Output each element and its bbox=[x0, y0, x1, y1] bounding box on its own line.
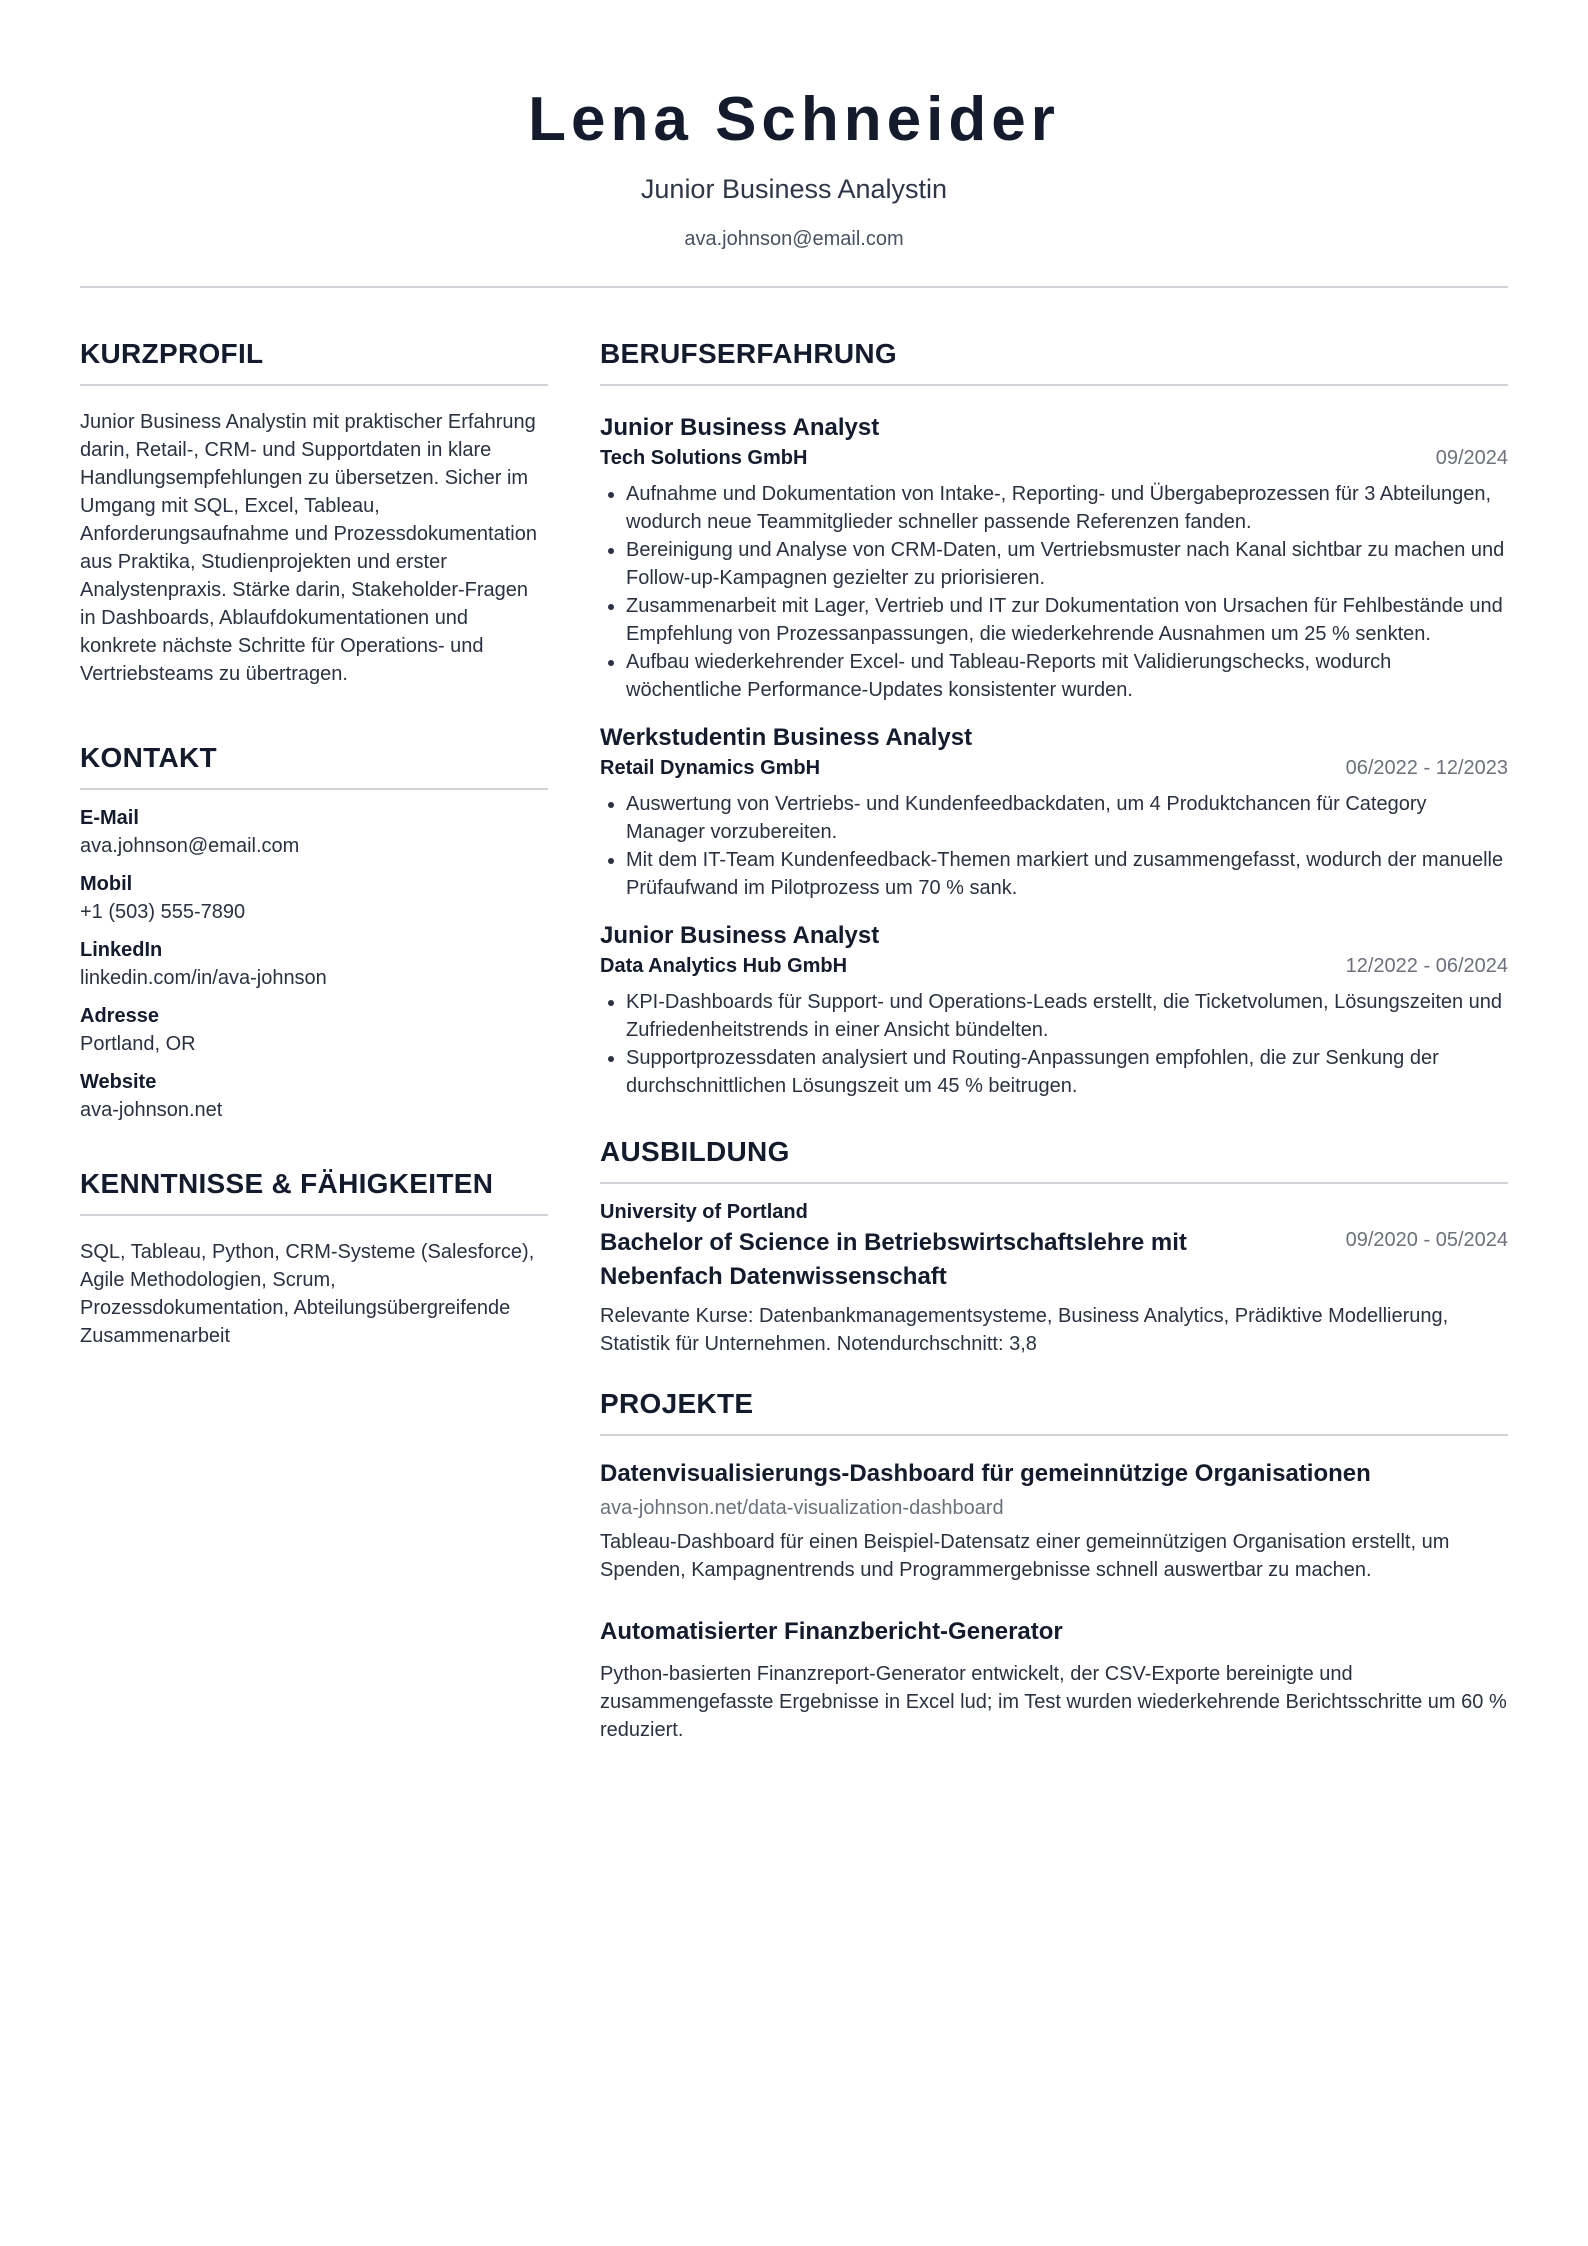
content-columns bbox=[80, 336, 1508, 1744]
contact-section bbox=[80, 740, 548, 1124]
project-description: Tableau-Dashboard für einen Beispiel-Datensatz einer gemeinnützigen Organisation erstellt, um Spenden, Kampagnentrends und Programmergebnisse schnell auswertbar zu machen. bbox=[600, 1531, 1450, 1581]
contact-label: Website bbox=[80, 1071, 157, 1093]
profile-text: Junior Business Analystin mit praktischer Erfahrung darin, Retail-, CRM- und Supportdaten in klare Handlungsempfehlungen zu übersetzen. Sicher im Umgang mit SQL, Excel, Tableau, Anforderungsaufnahme und Prozessdokumentation aus Praktika, Studienprojekten und erster Analystenpraxis. Stärke darin, Stakeholder-Fragen in Dashboards, Ablaufdokumentationen und konkrete nächste Schritte für Operations- und Vertriebsteams zu übertragen. bbox=[80, 411, 537, 685]
contact-address-value: Portland, OR bbox=[80, 1033, 196, 1055]
contact-label: Adresse bbox=[80, 1005, 159, 1027]
projects-section bbox=[600, 1386, 1508, 1744]
skills-text: SQL, Tableau, Python, CRM-Systeme (Salesforce), Agile Methodologien, Scrum, Prozessdokumentation, Abteilungsübergreifende Zusammenarbeit bbox=[80, 1241, 535, 1347]
job-meta bbox=[600, 754, 1508, 782]
contact-phone bbox=[80, 870, 548, 926]
job-meta bbox=[600, 952, 1508, 980]
contact-website-value[interactable]: ava-johnson.net bbox=[80, 1099, 223, 1121]
education-section bbox=[600, 1134, 1508, 1358]
job-bullet: • Mit dem IT-Team Kundenfeedback-Themen markiert und zusammengefasst, wodurch der manuelle Prüfaufwand im Pilotprozess um 70 % sank. bbox=[626, 846, 1508, 902]
project-entry bbox=[600, 1458, 1508, 1584]
job-bullet: • Supportprozessdaten analysiert und Routing-Anpassungen empfohlen, die zur Senkung der durchschnittlichen Lösungszeit um 45 % beitrugen. bbox=[626, 1044, 1508, 1100]
job-title: Werkstudentin Business Analyst bbox=[600, 724, 973, 751]
project-link[interactable]: ava-johnson.net/data-visualization-dashboard bbox=[600, 1497, 1004, 1519]
project-entry bbox=[600, 1616, 1508, 1744]
job-entry bbox=[600, 722, 1508, 902]
section-divider bbox=[600, 1182, 1508, 1184]
header-email: ava.johnson@email.com bbox=[684, 228, 904, 250]
contact-email-value[interactable]: ava.johnson@email.com bbox=[80, 835, 300, 857]
contact-list bbox=[80, 804, 548, 1124]
job-bullets bbox=[600, 480, 1508, 704]
education-school: University of Portland bbox=[600, 1201, 808, 1223]
contact-website bbox=[80, 1068, 548, 1124]
education-description: Relevante Kurse: Datenbankmanagementsysteme, Business Analytics, Prädiktive Modellierung, Statistik für Unternehmen. Notendurchschnitt: 3,8 bbox=[600, 1305, 1449, 1355]
job-bullets bbox=[600, 790, 1508, 902]
job-bullet: • Aufnahme und Dokumentation von Intake-, Reporting- und Übergabeprozessen für 3 Abteilungen, wodurch neue Teammitglieder schneller passende Referenzen fanden. bbox=[626, 480, 1508, 536]
job-company: Tech Solutions GmbH bbox=[600, 447, 808, 469]
section-divider bbox=[600, 384, 1508, 386]
job-entry bbox=[600, 412, 1508, 704]
profile-section bbox=[80, 336, 548, 688]
contact-email bbox=[80, 804, 548, 860]
job-bullets bbox=[600, 988, 1508, 1100]
contact-address bbox=[80, 1002, 548, 1058]
job-company: Retail Dynamics GmbH bbox=[600, 757, 821, 779]
education-degree-row bbox=[600, 1226, 1508, 1294]
right-column bbox=[600, 336, 1508, 1744]
job-bullet: • Zusammenarbeit mit Lager, Vertrieb und IT zur Dokumentation von Ursachen für Fehlbestände und Empfehlung von Prozessanpassungen, die wiederkehrende Ausnahmen um 25 % senkten. bbox=[626, 592, 1508, 648]
project-title: Automatisierter Finanzbericht-Generator bbox=[600, 1618, 1063, 1645]
contact-label: LinkedIn bbox=[80, 939, 163, 961]
job-bullet: • Auswertung von Vertriebs- und Kundenfeedbackdaten, um 4 Produktchancen für Category Manager vorzubereiten. bbox=[626, 790, 1508, 846]
section-divider bbox=[80, 788, 548, 790]
job-company: Data Analytics Hub GmbH bbox=[600, 955, 848, 977]
experience-section bbox=[600, 336, 1508, 1100]
left-column bbox=[80, 336, 548, 1744]
section-divider bbox=[80, 384, 548, 386]
project-description: Python-basierten Finanzreport-Generator entwickelt, der CSV-Exporte bereinigte und zusammengefasste Ergebnisse in Excel lud; im Test wurden wiederkehrende Berichtsschritte um 60 % reduziert. bbox=[600, 1663, 1507, 1741]
job-date: 06/2022 - 12/2023 bbox=[1345, 757, 1508, 779]
contact-label: E-Mail bbox=[80, 807, 139, 829]
education-entry bbox=[600, 1198, 1508, 1358]
contact-linkedin-value[interactable]: linkedin.com/in/ava-johnson bbox=[80, 967, 327, 989]
job-date: 12/2022 - 06/2024 bbox=[1345, 955, 1508, 977]
job-title: Junior Business Analyst bbox=[600, 922, 880, 949]
education-date: 09/2020 - 05/2024 bbox=[1345, 1229, 1508, 1251]
header-divider bbox=[80, 286, 1508, 288]
projects-heading: PROJEKTE bbox=[600, 1388, 754, 1419]
candidate-title: Junior Business Analystin bbox=[640, 174, 948, 204]
project-title: Datenvisualisierungs-Dashboard für gemeinnützige Organisationen bbox=[600, 1460, 1371, 1487]
section-divider bbox=[80, 1214, 548, 1216]
skills-heading: KENNTNISSE & FÄHIGKEITEN bbox=[80, 1168, 494, 1199]
job-meta bbox=[600, 444, 1508, 472]
profile-heading: KURZPROFIL bbox=[80, 338, 264, 369]
job-bullet: • KPI-Dashboards für Support- und Operations-Leads erstellt, die Ticketvolumen, Lösungszeiten und Zufriedenheitstrends in einer Ansicht bündelten. bbox=[626, 988, 1508, 1044]
contact-heading: KONTAKT bbox=[80, 742, 217, 773]
contact-label: Mobil bbox=[80, 873, 133, 895]
job-bullet: • Bereinigung und Analyse von CRM-Daten, um Vertriebsmuster nach Kanal sichtbar zu machen und Follow-up-Kampagnen gezielter zu priorisieren. bbox=[626, 536, 1508, 592]
job-date: 09/2024 bbox=[1435, 447, 1508, 469]
contact-phone-value[interactable]: +1 (503) 555-7890 bbox=[80, 901, 246, 923]
candidate-name: Lena Schneider bbox=[528, 85, 1060, 154]
job-title: Junior Business Analyst bbox=[600, 414, 880, 441]
section-divider bbox=[600, 1434, 1508, 1436]
job-bullet: • Aufbau wiederkehrender Excel- und Tableau-Reports mit Validierungschecks, wodurch wöchentliche Performance-Updates konsistenter wurden. bbox=[626, 648, 1508, 704]
skills-section bbox=[80, 1166, 548, 1350]
resume-header bbox=[80, 0, 1508, 252]
experience-heading: BERUFSERFAHRUNG bbox=[600, 338, 897, 369]
education-degree: Bachelor of Science in Betriebswirtschaftslehre mit Nebenfach Datenwissenschaft bbox=[600, 1229, 1187, 1290]
job-entry bbox=[600, 920, 1508, 1100]
education-heading: AUSBILDUNG bbox=[600, 1136, 790, 1167]
contact-linkedin bbox=[80, 936, 548, 992]
